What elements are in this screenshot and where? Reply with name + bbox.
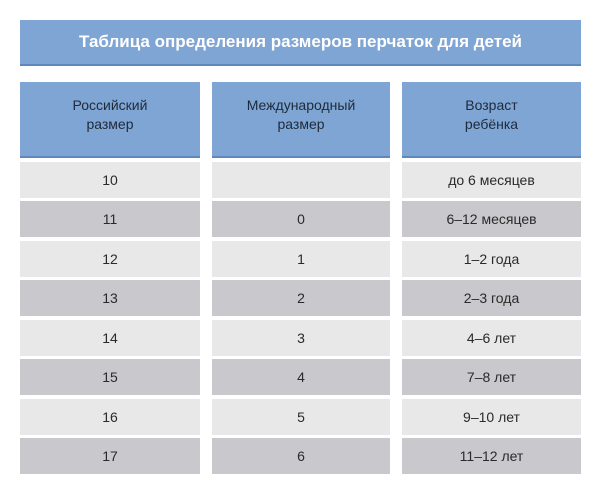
cell-russian-size: 14 xyxy=(20,320,200,356)
header-child-age-line2: ребёнка xyxy=(464,116,519,132)
cell-russian-size: 16 xyxy=(20,399,200,435)
cell-child-age: 9–10 лет xyxy=(402,399,581,435)
cell-international-size: 1 xyxy=(212,241,390,277)
header-child-age-line1: Возраст xyxy=(465,97,518,113)
cell-russian-size: 11 xyxy=(20,201,200,237)
header-international-size-line2: размер xyxy=(277,116,325,132)
cell-child-age: 2–3 года xyxy=(402,280,581,316)
cell-international-size: 6 xyxy=(212,438,390,474)
header-international-size xyxy=(212,82,390,158)
cell-international-size: 5 xyxy=(212,399,390,435)
cell-child-age: 7–8 лет xyxy=(402,359,581,395)
cell-child-age: 6–12 месяцев xyxy=(402,201,581,237)
cell-child-age: 4–6 лет xyxy=(402,320,581,356)
cell-child-age: 1–2 года xyxy=(402,241,581,277)
cell-russian-size: 13 xyxy=(20,280,200,316)
cell-russian-size: 17 xyxy=(20,438,200,474)
cell-russian-size: 12 xyxy=(20,241,200,277)
header-international-size-line1: Международный xyxy=(246,97,356,113)
header-russian-size xyxy=(20,82,200,158)
header-russian-size-line1: Российский xyxy=(72,97,148,113)
cell-russian-size: 15 xyxy=(20,359,200,395)
cell-international-size: 0 xyxy=(212,201,390,237)
header-russian-size-line2: размер xyxy=(86,116,134,132)
cell-international-size: 3 xyxy=(212,320,390,356)
cell-child-age: до 6 месяцев xyxy=(402,162,581,198)
cell-child-age: 11–12 лет xyxy=(402,438,581,474)
header-child-age xyxy=(402,82,581,158)
cell-russian-size: 10 xyxy=(20,162,200,198)
table-title xyxy=(20,20,581,66)
cell-international-size: 2 xyxy=(212,280,390,316)
cell-international-size xyxy=(212,162,390,198)
table-title-text: Таблица определения размеров перчаток для детей xyxy=(79,32,522,51)
cell-international-size: 4 xyxy=(212,359,390,395)
